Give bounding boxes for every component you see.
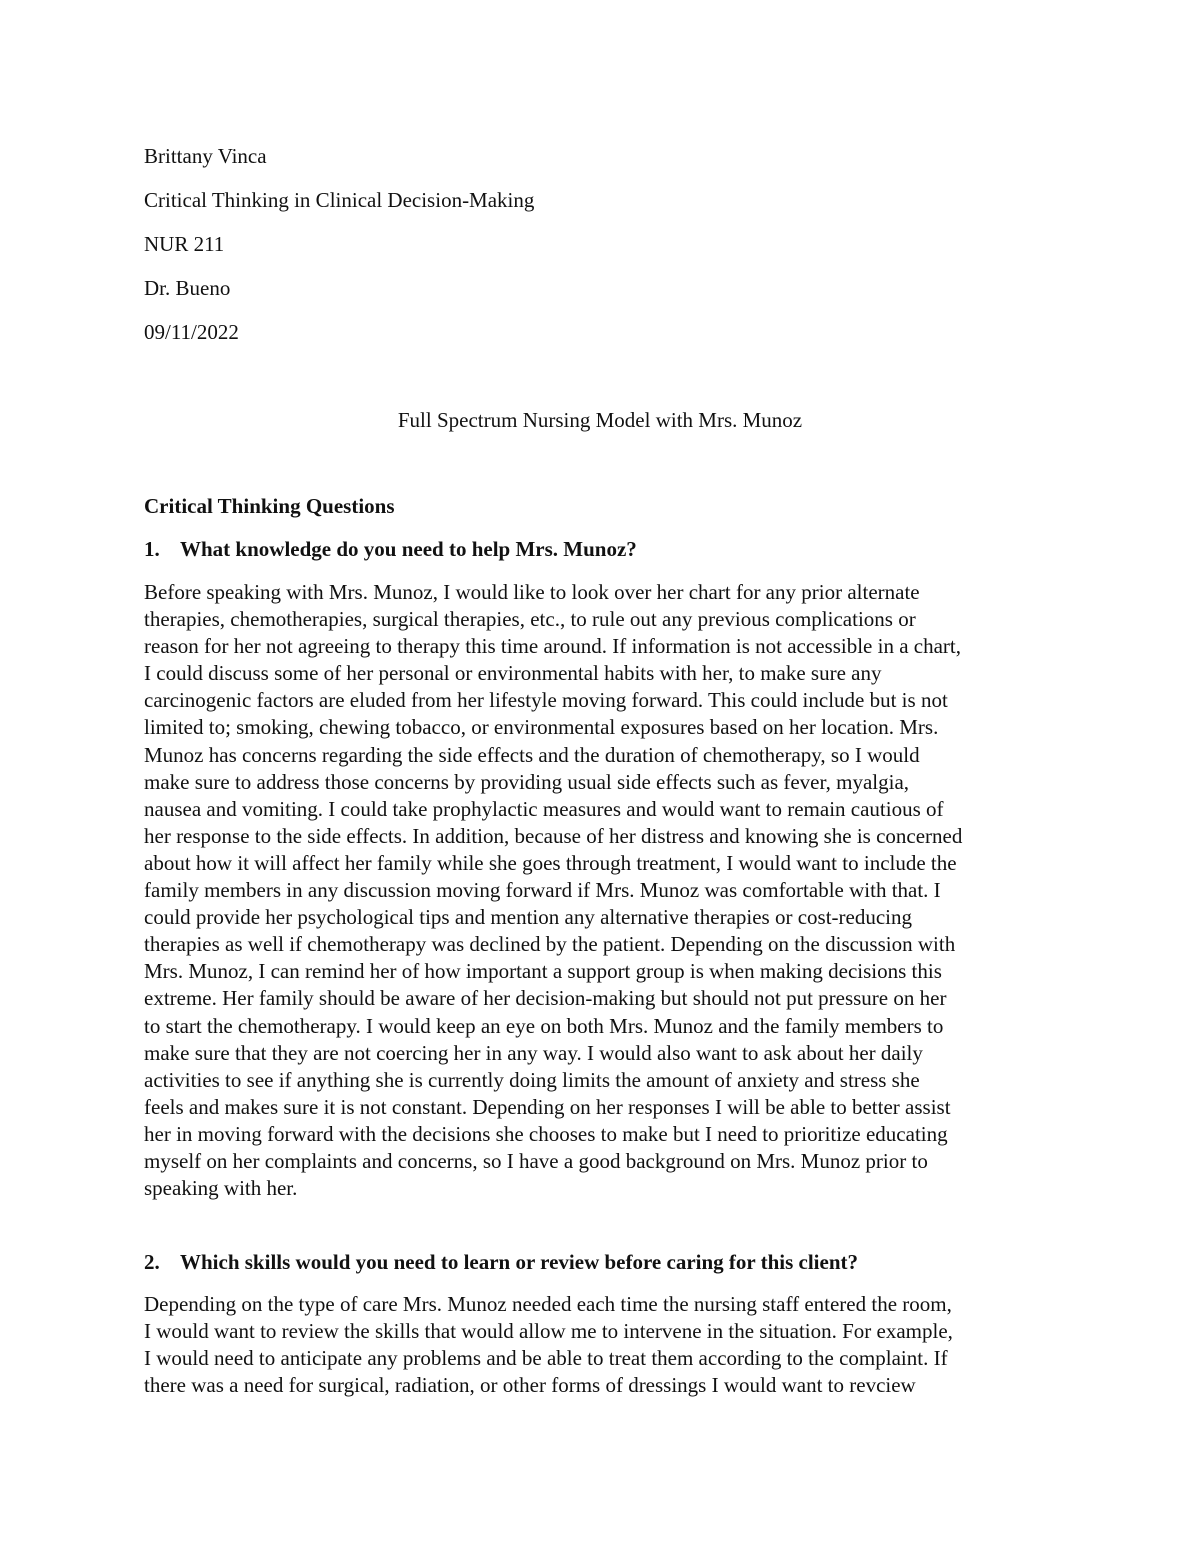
answer-line: speaking with her. — [144, 1176, 298, 1201]
answer-line: therapies, chemotherapies, surgical therapies, etc., to rule out any previous complications or — [144, 607, 916, 632]
question-2 — [144, 1249, 858, 1275]
answer-line: could provide her psychological tips and mention any alternative therapies or cost-reducing — [144, 905, 913, 930]
instructor-name: Dr. Bueno — [144, 276, 231, 300]
answer-1 — [144, 579, 1064, 1202]
answer-line: reason for her not agreeing to therapy this time around. If information is not accessible in a chart, — [144, 634, 961, 659]
answer-line: I could discuss some of her personal or environmental habits with her, to make sure any — [144, 661, 882, 686]
answer-line: carcinogenic factors are eluded from her lifestyle moving forward. This could include but is not — [144, 688, 948, 713]
answer-2 — [144, 1291, 1064, 1399]
question-number: 2. — [144, 1250, 160, 1274]
answer-line: myself on her complaints and concerns, so I have a good background on Mrs. Munoz prior to — [144, 1148, 928, 1173]
answer-line: there was a need for surgical, radiation, or other forms of dressings I would want to revciew — [144, 1373, 916, 1398]
answer-line: Depending on the type of care Mrs. Munoz needed each time the nursing staff entered the room, — [144, 1292, 952, 1316]
question-1 — [144, 536, 637, 562]
question-number: 1. — [144, 537, 160, 561]
answer-line: feels and makes sure it is not constant. Depending on her responses I will be able to better assist — [144, 1094, 951, 1119]
answer-line: nausea and vomiting. I could take prophylactic measures and would want to remain cautious of — [144, 796, 944, 821]
document-date: 09/11/2022 — [144, 320, 239, 344]
answer-line: make sure that they are not coercing her in any way. I would also want to ask about her daily — [144, 1040, 923, 1065]
answer-line: to start the chemotherapy. I would keep an eye on both Mrs. Munoz and the family members to — [144, 1013, 944, 1038]
answer-line: Mrs. Munoz, I can remind her of how important a support group is when making decisions this — [144, 959, 942, 984]
answer-line: extreme. Her family should be aware of her decision-making but should not put pressure on her — [144, 986, 947, 1011]
answer-line: Before speaking with Mrs. Munoz, I would like to look over her chart for any prior alternate — [144, 580, 920, 604]
course-title: Critical Thinking in Clinical Decision-Making — [144, 188, 535, 212]
answer-line: make sure to address those concerns by providing usual side effects such as fever, myalgia, — [144, 769, 910, 794]
answer-line: I would want to review the skills that would allow me to intervene in the situation. For example, — [144, 1319, 953, 1344]
course-code: NUR 211 — [144, 232, 225, 256]
answer-line: limited to; smoking, chewing tobacco, or environmental exposures based on her location. Mrs. — [144, 715, 939, 740]
answer-line: I would need to anticipate any problems and be able to treat them according to the complaint. If — [144, 1346, 948, 1371]
section-heading: Critical Thinking Questions — [144, 494, 395, 518]
answer-line: her in moving forward with the decisions she chooses to make but I need to prioritize educating — [144, 1121, 948, 1146]
answer-line: therapies as well if chemotherapy was declined by the patient. Depending on the discussion with — [144, 932, 956, 957]
answer-line: her response to the side effects. In addition, because of her distress and knowing she is concerned — [144, 823, 963, 848]
author-name: Brittany Vinca — [144, 144, 267, 168]
question-text: What knowledge do you need to help Mrs. Munoz? — [180, 537, 637, 561]
answer-line: family members in any discussion moving forward if Mrs. Munoz was comfortable with that. I — [144, 878, 941, 903]
document-title: Full Spectrum Nursing Model with Mrs. Munoz — [397, 408, 803, 432]
answer-line: about how it will affect her family while she goes through treatment, I would want to include the — [144, 850, 957, 875]
answer-line: activities to see if anything she is currently doing limits the amount of anxiety and stress she — [144, 1067, 920, 1092]
answer-line: Munoz has concerns regarding the side effects and the duration of chemotherapy, so I would — [144, 742, 920, 767]
question-text: Which skills would you need to learn or review before caring for this client? — [180, 1250, 859, 1274]
